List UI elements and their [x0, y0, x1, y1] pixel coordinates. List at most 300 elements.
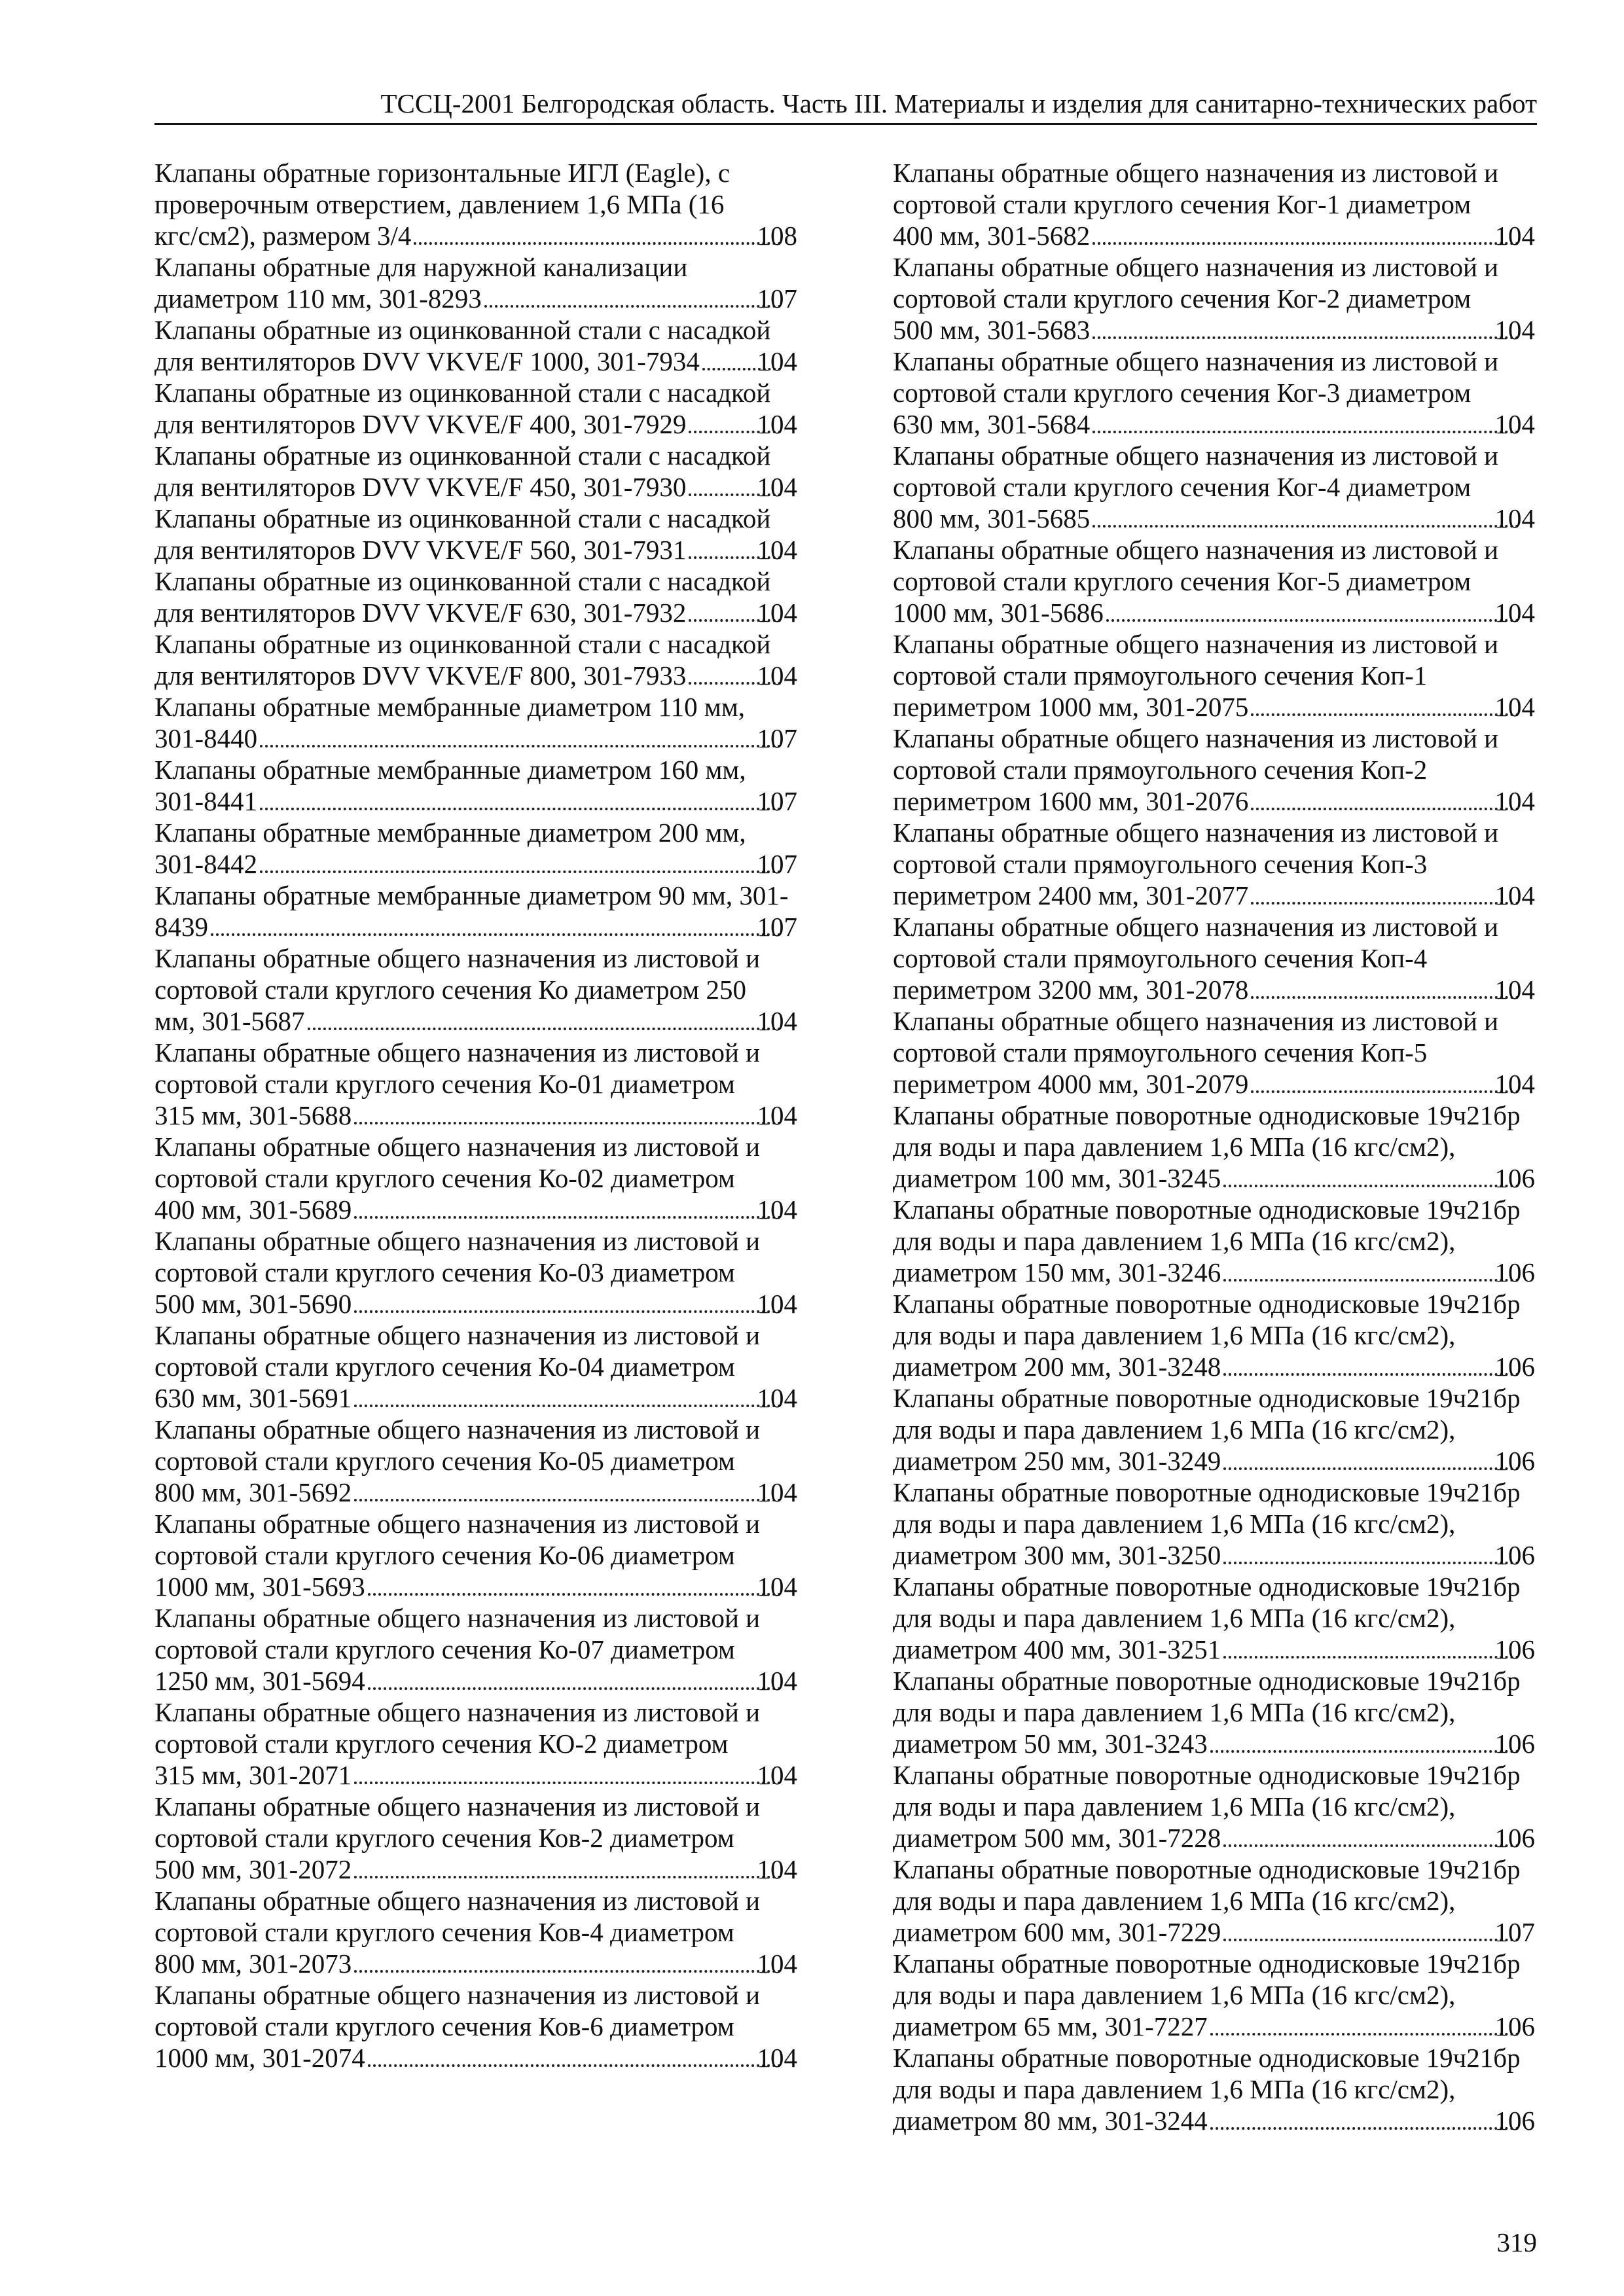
entry-page-number: 104 — [1494, 692, 1535, 722]
dot-leader — [1251, 996, 1518, 999]
entry-line: Клапаны обратные общего назначения из листовой и — [893, 158, 1499, 188]
entry-last-line: диаметром 400 мм, 301-3251 — [893, 1634, 1221, 1664]
entry-page-number: 104 — [757, 346, 797, 376]
entry-line: Клапаны обратные поворотные однодисковые 19ч21бр — [893, 1477, 1521, 1507]
entry-page-number: 107 — [757, 912, 797, 942]
dot-leader — [1223, 1844, 1518, 1847]
entry-leader-line — [893, 1162, 1535, 1194]
entry-line: Клапаны обратные из оцинкованной стали с насадкой — [154, 629, 771, 659]
entry-leader-line — [154, 1194, 797, 1225]
entry-last-line: 301-8441 — [154, 786, 258, 816]
entry-leader-line — [154, 723, 797, 754]
entry-line: сортовой стали круглого сечения Ко-06 диаметром — [154, 1540, 735, 1570]
entry-line: Клапаны обратные из оцинкованной стали с насадкой — [154, 503, 771, 533]
dot-leader — [354, 1970, 780, 1973]
index-entry — [154, 440, 797, 503]
entry-last-line: 1000 мм, 301-5686 — [893, 598, 1104, 628]
entry-leader-line — [154, 534, 797, 565]
entry-page-number: 104 — [1494, 598, 1535, 628]
entry-line: Клапаны обратные поворотные однодисковые 19ч21бр — [893, 1760, 1521, 1790]
entry-leader-line — [154, 1571, 797, 1602]
dot-leader — [368, 1593, 781, 1596]
entry-page-number: 104 — [757, 1100, 797, 1130]
index-entry — [154, 754, 797, 817]
entry-leader-line — [893, 691, 1535, 723]
dot-leader — [1251, 808, 1518, 810]
entry-line: сортовой стали круглого сечения Ко-04 диаметром — [154, 1352, 735, 1382]
entry-leader-line — [154, 471, 797, 503]
entry-line: для воды и пара давлением 1,6 МПа (16 кгс/см2), — [893, 1320, 1456, 1350]
index-entry — [893, 1005, 1535, 1100]
entry-page-number: 106 — [1494, 1163, 1535, 1193]
entry-page-number: 104 — [757, 472, 797, 502]
entry-line: для воды и пара давлением 1,6 МПа (16 кгс/см2), — [893, 1697, 1456, 1727]
index-column-right — [893, 157, 1535, 2136]
entry-last-line: кгс/см2), размером 3/4 — [154, 221, 412, 251]
index-entry — [154, 251, 797, 314]
entry-line: проверочным отверстием, давлением 1,6 МПа (16 — [154, 189, 725, 219]
dot-leader — [1223, 1467, 1518, 1470]
dot-leader — [1223, 1185, 1518, 1187]
dot-leader — [354, 1122, 780, 1124]
entry-line: Клапаны обратные общего назначения из листовой и — [154, 1697, 761, 1727]
entry-leader-line — [893, 1257, 1535, 1288]
index-entry — [154, 157, 797, 251]
entry-line: Клапаны обратные для наружной канализации — [154, 252, 688, 282]
dot-leader — [484, 305, 781, 308]
dot-leader — [1251, 1090, 1518, 1093]
entry-page-number: 104 — [757, 1289, 797, 1319]
index-entry — [154, 628, 797, 691]
entry-last-line: 315 мм, 301-2071 — [154, 1760, 352, 1790]
entry-line: для воды и пара давлением 1,6 МПа (16 кгс/см2), — [893, 1603, 1456, 1633]
entry-leader-line — [154, 1477, 797, 1508]
index-entry — [893, 440, 1535, 534]
index-entry — [154, 942, 797, 1037]
index-entry — [154, 565, 797, 628]
entry-line: Клапаны обратные общего назначения из листовой и — [893, 817, 1499, 848]
entry-page-number: 104 — [757, 1854, 797, 1884]
index-entry — [893, 911, 1535, 1005]
entry-last-line: периметром 1000 мм, 301-2075 — [893, 692, 1249, 722]
dot-leader — [1210, 2127, 1519, 2130]
entry-last-line: 1000 мм, 301-2074 — [154, 2043, 365, 2073]
dot-leader — [260, 870, 780, 873]
entry-last-line: диаметром 80 мм, 301-3244 — [893, 2106, 1208, 2136]
index-entry — [893, 1477, 1535, 1571]
entry-line: сортовой стали круглого сечения Ко-03 диаметром — [154, 1257, 735, 1287]
entry-page-number: 104 — [757, 1006, 797, 1036]
dot-leader — [354, 1499, 780, 1501]
dot-leader — [1092, 431, 1518, 433]
entry-line: Клапаны обратные общего назначения из листовой и — [154, 1980, 761, 2010]
entry-line: Клапаны обратные общего назначения из листовой и — [893, 723, 1499, 753]
dot-leader — [368, 1687, 781, 1690]
entry-page-number: 107 — [1494, 1917, 1535, 1947]
index-entry — [154, 1037, 797, 1131]
entry-leader-line — [893, 974, 1535, 1005]
entry-last-line: диаметром 65 мм, 301-7227 — [893, 2011, 1208, 2041]
entry-line: Клапаны обратные общего назначения из листовой и — [154, 1414, 761, 1444]
entry-line: для воды и пара давлением 1,6 МПа (16 кгс/см2), — [893, 2074, 1456, 2104]
index-entry — [154, 1414, 797, 1508]
index-entry — [893, 157, 1535, 251]
index-column-left — [154, 157, 797, 2073]
dot-leader — [260, 745, 780, 747]
entry-leader-line — [893, 220, 1535, 251]
entry-line: Клапаны обратные мембранные диаметром 160 мм, — [154, 755, 746, 785]
entry-leader-line — [154, 1759, 797, 1791]
entry-last-line: 8439 — [154, 912, 208, 942]
entry-leader-line — [893, 1728, 1535, 1759]
index-entry — [154, 1979, 797, 2073]
entry-last-line: мм, 301-5687 — [154, 1006, 305, 1036]
entry-leader-line — [154, 1854, 797, 1885]
entry-last-line: 400 мм, 301-5689 — [154, 1194, 352, 1225]
index-entry — [154, 1885, 797, 1979]
entry-leader-line — [154, 848, 797, 880]
dot-leader — [1223, 1373, 1518, 1376]
index-entry — [154, 1131, 797, 1225]
entry-last-line: для вентиляторов DVV VKVE/F 450, 301-7930 — [154, 472, 687, 502]
index-entry — [154, 1602, 797, 1696]
entry-line: Клапаны обратные общего назначения из листовой и — [154, 1509, 761, 1539]
entry-leader-line — [893, 1068, 1535, 1100]
entry-line: сортовой стали круглого сечения Ков-2 диаметром — [154, 1823, 734, 1853]
entry-last-line: периметром 3200 мм, 301-2078 — [893, 975, 1249, 1005]
entry-page-number: 104 — [1494, 1069, 1535, 1099]
entry-last-line: диаметром 600 мм, 301-7229 — [893, 1917, 1221, 1947]
entry-last-line: 500 мм, 301-2072 — [154, 1854, 352, 1884]
entry-page-number: 104 — [1494, 786, 1535, 816]
dot-leader — [1251, 902, 1518, 905]
entry-line: Клапаны обратные общего назначения из листовой и — [893, 252, 1499, 282]
entry-line: Клапаны обратные поворотные однодисковые 19ч21бр — [893, 1194, 1521, 1225]
entry-line: Клапаны обратные общего назначения из листовой и — [893, 440, 1499, 471]
entry-leader-line — [893, 1916, 1535, 1948]
entry-line: Клапаны обратные из оцинкованной стали с насадкой — [154, 378, 771, 408]
entry-leader-line — [893, 785, 1535, 817]
index-entry — [154, 691, 797, 754]
entry-leader-line — [154, 2042, 797, 2073]
entry-page-number: 104 — [1494, 221, 1535, 251]
entry-last-line: для вентиляторов DVV VKVE/F 560, 301-7931 — [154, 535, 687, 565]
entry-page-number: 107 — [757, 283, 797, 314]
entry-line: Клапаны обратные из оцинкованной стали с насадкой — [154, 566, 771, 596]
entry-line: Клапаны обратные поворотные однодисковые 19ч21бр — [893, 1289, 1521, 1319]
entry-last-line: периметром 1600 мм, 301-2076 — [893, 786, 1249, 816]
entry-last-line: для вентиляторов DVV VKVE/F 630, 301-7932 — [154, 598, 687, 628]
entry-line: сортовой стали круглого сечения Ког-2 диаметром — [893, 283, 1471, 314]
entry-page-number: 104 — [757, 1571, 797, 1602]
entry-line: сортовой стали круглого сечения Ко-02 диаметром — [154, 1163, 735, 1193]
entry-page-number: 106 — [1494, 1634, 1535, 1664]
entry-line: Клапаны обратные поворотные однодисковые 19ч21бр — [893, 1854, 1521, 1884]
entry-leader-line — [154, 785, 797, 817]
index-entry — [154, 817, 797, 880]
entry-line: сортовой стали круглого сечения Ког-1 диаметром — [893, 189, 1471, 219]
dot-leader — [1223, 1656, 1518, 1659]
entry-page-number: 106 — [1494, 2011, 1535, 2041]
entry-last-line: 630 мм, 301-5691 — [154, 1383, 352, 1413]
entry-line: Клапаны обратные поворотные однодисковые 19ч21бр — [893, 2043, 1521, 2073]
entry-last-line: диаметром 200 мм, 301-3248 — [893, 1352, 1221, 1382]
index-entry — [893, 817, 1535, 911]
entry-leader-line — [154, 1100, 797, 1131]
dot-leader — [368, 2064, 781, 2067]
dot-leader — [1223, 1939, 1518, 1941]
dot-leader — [308, 1028, 781, 1030]
entry-last-line: 800 мм, 301-2073 — [154, 1948, 352, 1979]
dot-leader — [1106, 619, 1519, 622]
entry-page-number: 107 — [757, 849, 797, 879]
dot-leader — [414, 242, 780, 245]
entry-page-number: 104 — [757, 2043, 797, 2073]
index-entry — [893, 1759, 1535, 1854]
entry-line: сортовой стали круглого сечения Ког-3 диаметром — [893, 378, 1471, 408]
entry-last-line: 500 мм, 301-5690 — [154, 1289, 352, 1319]
entry-last-line: 630 мм, 301-5684 — [893, 409, 1091, 439]
entry-last-line: 1250 мм, 301-5694 — [154, 1666, 365, 1696]
entry-leader-line — [154, 346, 797, 377]
index-entry — [893, 1854, 1535, 1948]
index-entry — [893, 2042, 1535, 2136]
index-entry — [893, 534, 1535, 628]
entry-page-number: 104 — [757, 1948, 797, 1979]
entry-last-line: диаметром 110 мм, 301-8293 — [154, 283, 482, 314]
entry-leader-line — [154, 1288, 797, 1319]
entry-page-number: 107 — [757, 723, 797, 753]
page-number: 319 — [1496, 2227, 1537, 2257]
entry-leader-line — [154, 1382, 797, 1414]
entry-leader-line — [154, 1665, 797, 1696]
entry-line: сортовой стали прямоугольного сечения Коп-4 — [893, 943, 1428, 973]
entry-last-line: для вентиляторов DVV VKVE/F 800, 301-7933 — [154, 660, 687, 691]
entry-line: Клапаны обратные общего назначения из листовой и — [893, 346, 1499, 376]
entry-page-number: 104 — [1494, 409, 1535, 439]
entry-last-line: для вентиляторов DVV VKVE/F 400, 301-7929 — [154, 409, 687, 439]
entry-leader-line — [154, 1005, 797, 1037]
index-entry — [893, 1194, 1535, 1288]
entry-last-line: 400 мм, 301-5682 — [893, 221, 1091, 251]
entry-page-number: 104 — [757, 1666, 797, 1696]
entry-last-line: диаметром 250 мм, 301-3249 — [893, 1446, 1221, 1476]
index-entry — [154, 1508, 797, 1602]
dot-leader — [1210, 2033, 1519, 2036]
entry-last-line: диаметром 100 мм, 301-3245 — [893, 1163, 1221, 1193]
entry-leader-line — [893, 314, 1535, 346]
dot-leader — [354, 1876, 780, 1878]
entry-page-number: 104 — [757, 660, 797, 691]
entry-line: Клапаны обратные мембранные диаметром 200 мм, — [154, 817, 746, 848]
header-title: ТССЦ-2001 Белгородская область. Часть III. Материалы и изделия для санитарно-технических работ — [380, 88, 1537, 118]
index-entry — [893, 1382, 1535, 1477]
entry-line: Клапаны обратные общего назначения из листовой и — [893, 1006, 1499, 1036]
entry-last-line: 301-8440 — [154, 723, 258, 753]
entry-line: сортовой стали круглого сечения Ко диаметром 250 — [154, 975, 746, 1005]
entry-line: Клапаны обратные поворотные однодисковые 19ч21бр — [893, 1571, 1521, 1602]
entry-leader-line — [893, 503, 1535, 534]
entry-line: Клапаны обратные поворотные однодисковые 19ч21бр — [893, 1666, 1521, 1696]
entry-page-number: 104 — [757, 409, 797, 439]
index-entry — [893, 251, 1535, 346]
entry-page-number: 106 — [1494, 2106, 1535, 2136]
index-entry — [893, 1948, 1535, 2042]
entry-line: для воды и пара давлением 1,6 МПа (16 кгс/см2), — [893, 1226, 1456, 1256]
dot-leader — [1223, 1562, 1518, 1564]
entry-last-line: 500 мм, 301-5683 — [893, 315, 1091, 345]
entry-page-number: 106 — [1494, 1257, 1535, 1287]
dot-leader — [354, 1216, 780, 1219]
index-entry — [154, 880, 797, 942]
entry-line: Клапаны обратные мембранные диаметром 110 мм, — [154, 692, 746, 722]
entry-line: сортовой стали прямоугольного сечения Коп-1 — [893, 660, 1428, 691]
entry-last-line: диаметром 500 мм, 301-7228 — [893, 1823, 1221, 1853]
dot-leader — [1092, 242, 1518, 245]
page-header — [154, 84, 1537, 125]
entry-line: Клапаны обратные мембранные диаметром 90 мм, 301- — [154, 880, 789, 910]
entry-page-number: 104 — [1494, 503, 1535, 533]
entry-line: Клапаны обратные общего назначения из листовой и — [154, 943, 761, 973]
entry-line: Клапаны обратные поворотные однодисковые 19ч21бр — [893, 1100, 1521, 1130]
dot-leader — [1092, 336, 1518, 339]
index-entry — [154, 1791, 797, 1885]
entry-line: Клапаны обратные общего назначения из листовой и — [154, 1132, 761, 1162]
entry-line: Клапаны обратные общего назначения из листовой и — [154, 1320, 761, 1350]
entry-line: сортовой стали прямоугольного сечения Коп-3 — [893, 849, 1428, 879]
entry-leader-line — [154, 660, 797, 691]
entry-line: Клапаны обратные общего назначения из листовой и — [893, 535, 1499, 565]
entry-page-number: 107 — [757, 786, 797, 816]
entry-line: Клапаны обратные поворотные однодисковые 19ч21бр — [893, 1383, 1521, 1413]
entry-last-line: диаметром 150 мм, 301-3246 — [893, 1257, 1221, 1287]
entry-leader-line — [893, 1634, 1535, 1665]
entry-line: сортовой стали прямоугольного сечения Коп-2 — [893, 755, 1428, 785]
entry-page-number: 104 — [1494, 975, 1535, 1005]
entry-page-number: 104 — [1494, 315, 1535, 345]
entry-page-number: 106 — [1494, 1352, 1535, 1382]
entry-line: сортовой стали круглого сечения Ко-05 диаметром — [154, 1446, 735, 1476]
entry-line: сортовой стали круглого сечения КО-2 диаметром — [154, 1729, 729, 1759]
entry-last-line: 1000 мм, 301-5693 — [154, 1571, 365, 1602]
entry-line: Клапаны обратные из оцинкованной стали с насадкой — [154, 440, 771, 471]
dot-leader — [354, 1310, 780, 1313]
entry-page-number: 106 — [1494, 1823, 1535, 1853]
entry-page-number: 106 — [1494, 1540, 1535, 1570]
entry-leader-line — [154, 408, 797, 440]
entry-line: Клапаны обратные общего назначения из листовой и — [154, 1226, 761, 1256]
entry-line: для воды и пара давлением 1,6 МПа (16 кгс/см2), — [893, 1414, 1456, 1444]
entry-page-number: 104 — [757, 1383, 797, 1413]
entry-line: Клапаны обратные общего назначения из листовой и — [154, 1603, 761, 1633]
index-entry — [154, 1319, 797, 1414]
entry-leader-line — [893, 1822, 1535, 1854]
index-entry — [893, 1571, 1535, 1665]
index-entry — [893, 723, 1535, 817]
index-entry — [154, 314, 797, 377]
dot-leader — [354, 1782, 780, 1784]
entry-leader-line — [154, 597, 797, 628]
entry-leader-line — [154, 283, 797, 314]
entry-last-line: для вентиляторов DVV VKVE/F 1000, 301-7934 — [154, 346, 700, 376]
entry-line: для воды и пара давлением 1,6 МПа (16 кгс/см2), — [893, 1886, 1456, 1916]
entry-line: сортовой стали круглого сечения Ког-4 диаметром — [893, 472, 1471, 502]
index-entry — [154, 503, 797, 565]
entry-line: сортовой стали круглого сечения Ко-01 диаметром — [154, 1069, 735, 1099]
entry-page-number: 104 — [757, 535, 797, 565]
entry-leader-line — [154, 911, 797, 942]
index-entry — [893, 346, 1535, 440]
entry-leader-line — [154, 1948, 797, 1979]
entry-last-line: 800 мм, 301-5692 — [154, 1477, 352, 1507]
entry-leader-line — [154, 220, 797, 251]
entry-leader-line — [893, 2011, 1535, 2042]
entry-last-line: 800 мм, 301-5685 — [893, 503, 1091, 533]
index-entry — [154, 1696, 797, 1791]
entry-line: сортовой стали круглого сечения Ког-5 диаметром — [893, 566, 1471, 596]
index-entry — [893, 1100, 1535, 1194]
dot-leader — [260, 808, 780, 810]
dot-leader — [354, 1405, 780, 1407]
dot-leader — [211, 933, 781, 936]
entry-last-line: периметром 4000 мм, 301-2079 — [893, 1069, 1249, 1099]
dot-leader — [1223, 1279, 1518, 1282]
entry-last-line: 301-8442 — [154, 849, 258, 879]
entry-last-line: диаметром 300 мм, 301-3250 — [893, 1540, 1221, 1570]
entry-line: Клапаны обратные поворотные однодисковые 19ч21бр — [893, 1948, 1521, 1979]
index-entry — [154, 1225, 797, 1319]
index-entry — [154, 377, 797, 440]
entry-last-line: периметром 2400 мм, 301-2077 — [893, 880, 1249, 910]
entry-line: для воды и пара давлением 1,6 МПа (16 кгс/см2), — [893, 1509, 1456, 1539]
entry-leader-line — [893, 597, 1535, 628]
entry-line: сортовой стали круглого сечения Ко-07 диаметром — [154, 1634, 735, 1664]
entry-page-number: 104 — [757, 1477, 797, 1507]
entry-page-number: 104 — [757, 1194, 797, 1225]
index-entry — [893, 1665, 1535, 1759]
dot-leader — [1251, 713, 1518, 716]
entry-leader-line — [893, 408, 1535, 440]
entry-line: Клапаны обратные общего назначения из листовой и — [154, 1791, 761, 1821]
entry-line: для воды и пара давлением 1,6 МПа (16 кгс/см2), — [893, 1791, 1456, 1821]
entry-last-line: 315 мм, 301-5688 — [154, 1100, 352, 1130]
entry-line: Клапаны обратные общего назначения из листовой и — [893, 912, 1499, 942]
dot-leader — [1210, 1750, 1519, 1753]
entry-leader-line — [893, 880, 1535, 911]
entry-page-number: 106 — [1494, 1446, 1535, 1476]
dot-leader — [1092, 525, 1518, 528]
entry-page-number: 104 — [757, 1760, 797, 1790]
entry-line: сортовой стали прямоугольного сечения Коп-5 — [893, 1037, 1428, 1067]
entry-last-line: диаметром 50 мм, 301-3243 — [893, 1729, 1208, 1759]
index-entry — [893, 1288, 1535, 1382]
entry-leader-line — [893, 1539, 1535, 1571]
entry-leader-line — [893, 1351, 1535, 1382]
entry-page-number: 108 — [757, 221, 797, 251]
entry-line: Клапаны обратные общего назначения из листовой и — [154, 1037, 761, 1067]
entry-page-number: 106 — [1494, 1729, 1535, 1759]
entry-line: Клапаны обратные горизонтальные ИГЛ (Eagle), с — [154, 158, 731, 188]
entry-line: для воды и пара давлением 1,6 МПа (16 кгс/см2), — [893, 1132, 1456, 1162]
entry-line: сортовой стали круглого сечения Ков-6 диаметром — [154, 2011, 734, 2041]
entry-line: Клапаны обратные общего назначения из листовой и — [893, 629, 1499, 659]
entry-leader-line — [893, 1445, 1535, 1477]
entry-line: Клапаны обратные из оцинкованной стали с насадкой — [154, 315, 771, 345]
entry-line: для воды и пара давлением 1,6 МПа (16 кгс/см2), — [893, 1980, 1456, 2010]
entry-line: Клапаны обратные общего назначения из листовой и — [154, 1886, 761, 1916]
index-entry — [893, 628, 1535, 723]
entry-page-number: 104 — [1494, 880, 1535, 910]
